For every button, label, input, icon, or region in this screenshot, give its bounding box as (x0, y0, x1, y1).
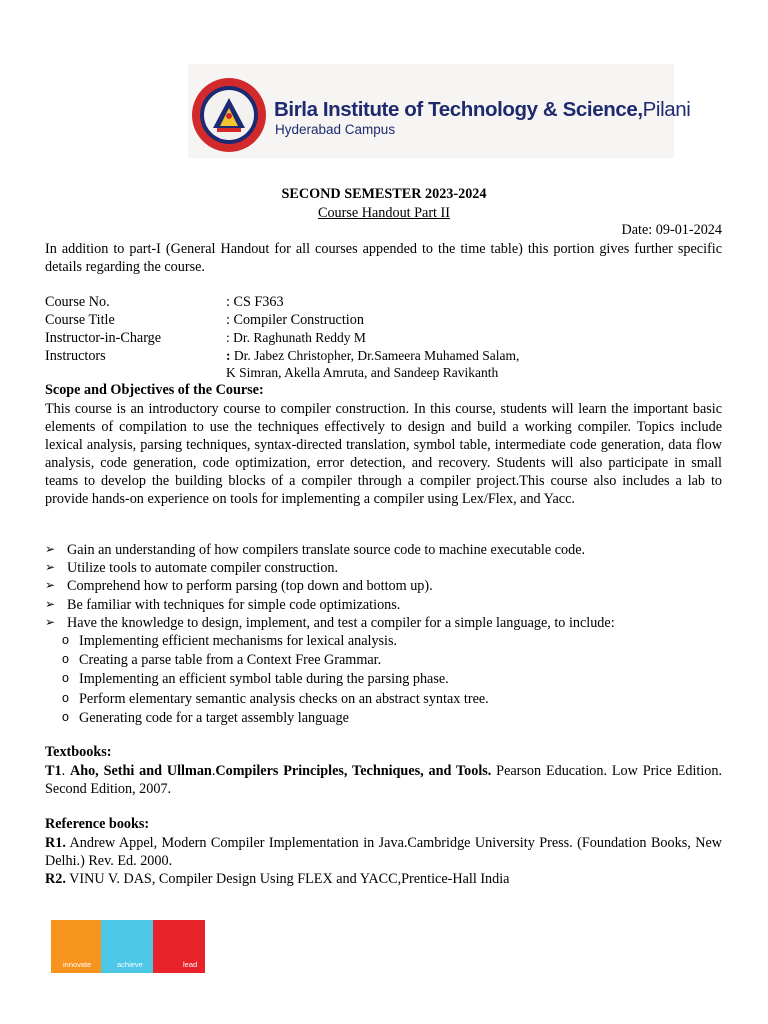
intro-paragraph: In addition to part-I (General Handout for all courses appended to the time table) this portion gives further specific details regarding the course. (45, 241, 722, 275)
instructors-label: Instructors (45, 348, 106, 364)
references-heading: Reference books: (45, 816, 150, 832)
scope-heading: Scope and Objectives of the Course: (45, 382, 264, 398)
ic-label: Instructor-in-Charge (45, 330, 162, 346)
logo-segment-innovate: innovate (51, 920, 101, 973)
course-no-value: : CS F363 (226, 294, 284, 310)
reference-r2: R2. VINU V. DAS, Compiler Design Using FLEX and YACC,Prentice-Hall India (45, 871, 510, 887)
handout-page: Birla Institute of Technology & Science,Pilani Hyderabad Campus SECOND SEMESTER 2023-2024 Course Handout Part II Date: 09-01-2024 In addition to part-I (General Handout for all courses appended to the time table) this portion gives further specific details regarding the course. Course No. : CS F363 Course Title : Compiler Construction Instructor-in-Charge : Dr. Raghunath Reddy M Instructors : Dr. Jabez Christopher, Dr.Sameera Muhamed Salam, K Simran, Akella Amruta, and Sandeep Ravikanth Scope and Objectives of the Course: This course is an introductory course to compiler construction. In this course, students will learn the important basic elements of compilation to use the techniques effectively to design and build a working compiler. Topics include lexical analysis, parsing techniques, syntax-directed translation, symbol table, intermediate code generation, data flow analysis, code generation, code optimization, error detection, and recovery. Students will also participate in small teams to develop the building blocks of a compiler through a compiler project.This course also includes a lab to provide hands-on experience on tools for implementing a compiler using Lex/Flex, and Yacc. ➢ Gain an understanding of how compilers translate source code to machine executable code. ➢ Utilize tools to automate compiler construction. ➢ Comprehend how to perform parsing (top down and bottom up). ➢ Be familiar with techniques for simple code optimizations. ➢ Have the knowledge to design, implement, and test a compiler for a simple language, to include: o Implementing efficient mechanisms for lexical analysis. o Creating a parse table from a Context Free Grammar. o Implementing an efficient symbol table during the parsing phase. o Perform elementary semantic analysis checks on an abstract syntax tree. o Generating code for a target assembly language Textbooks: T1. Aho, Sethi and Ullman.Compilers Principles, Techniques, and Tools. Pearson Education. Low Price Edition. Second Edition, 2007. Reference books: R1. Andrew Appel, Modern Compiler Implementation in Java.Cambridge University Press. (Foundation Books, New Delhi.) Rev. Ed. 2000. R2. VINU V. DAS, Compiler Design Using FLEX and YACC,Prentice-Hall India innovate achieve lead (0, 0, 768, 1024)
arrow-bullet-icon: ➢ (45, 542, 56, 556)
bits-seal-icon (190, 76, 268, 154)
course-no-label: Course No. (45, 294, 110, 310)
instructors-value-line2: K Simran, Akella Amruta, and Sandeep Ravikanth (226, 365, 499, 380)
ic-value: : Dr. Raghunath Reddy M (226, 330, 366, 345)
circle-bullet-icon: o (62, 690, 69, 705)
institute-campus: Hyderabad Campus (275, 122, 396, 137)
reference-r1: R1. Andrew Appel, Modern Compiler Implementation in Java.Cambridge University Press. (Foundation Books, New Delhi.) Rev. Ed. 2000. (45, 835, 722, 869)
circle-bullet-icon: o (62, 671, 69, 686)
arrow-bullet-icon: ➢ (45, 614, 56, 629)
circle-bullet-icon: o (62, 709, 69, 724)
course-title-label: Course Title (45, 312, 115, 328)
handout-date: Date: 09-01-2024 (621, 222, 722, 238)
arrow-bullet-icon: ➢ (45, 596, 56, 611)
circle-bullet-icon: o (62, 632, 69, 647)
course-title-value: : Compiler Construction (226, 312, 364, 328)
arrow-bullet-icon: ➢ (45, 578, 56, 593)
circle-bullet-icon: o (62, 652, 69, 667)
textbooks-heading: Textbooks: (45, 744, 112, 760)
logo-segment-achieve: achieve (101, 920, 153, 973)
innovate-achieve-lead-logo (51, 920, 205, 973)
institute-name: Birla Institute of Technology & Science,Pilani (274, 98, 691, 121)
handout-subtitle: Course Handout Part II (318, 205, 450, 221)
arrow-bullet-icon: ➢ (45, 560, 56, 575)
semester-title: SECOND SEMESTER 2023-2024 (281, 186, 487, 202)
instructors-value: : Dr. Jabez Christopher, Dr.Sameera Muhamed Salam, (226, 348, 520, 363)
logo-segment-lead: lead (153, 920, 205, 973)
textbook-t1: T1. Aho, Sethi and Ullman.Compilers Principles, Techniques, and Tools. Pearson Education. Low Price Edition. Second Edition, 2007. (45, 763, 723, 797)
scope-paragraph: This course is an introductory course to compiler construction. In this course, students will learn the important basic elements of compilation to use the techniques effectively to design and build a working compiler. Topics include lexical analysis, parsing techniques, syntax-directed translation, symbol table, intermediate code generation, data flow analysis, code generation, code optimization, error detection, and recovery. Students will also participate in small teams to develop the building blocks of a compiler through a compiler project.This course also includes a lab to provide hands-on experience on tools for implementing a compiler using Lex/Flex, and Yacc. (45, 401, 722, 507)
